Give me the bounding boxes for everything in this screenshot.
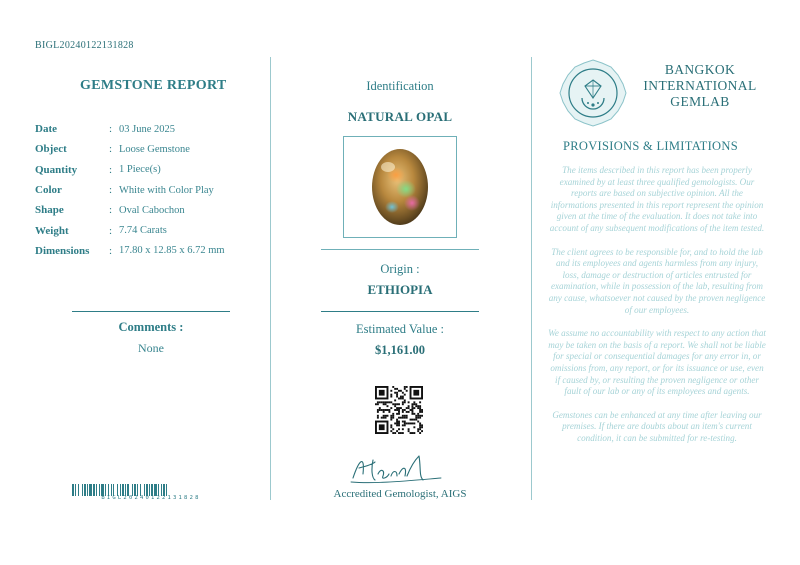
comments-title: Comments : [118,320,184,334]
lab-name-line: GEMLAB [670,94,730,109]
detail-colon: : [109,244,113,257]
detail-label: Weight [35,224,69,237]
detail-colon: : [109,143,113,156]
comments-divider [72,311,230,312]
detail-label: Shape [35,204,64,217]
detail-row-quantity [35,160,265,180]
detail-colon: : [109,163,113,176]
detail-row-dimensions [35,241,265,261]
detail-colon: : [109,204,113,217]
provisions-text [548,165,766,456]
detail-colon: : [109,184,113,197]
origin-divider [321,249,479,250]
detail-label: Dimensions [35,244,90,257]
lab-name [640,62,760,110]
value-divider [321,311,479,312]
detail-value: Oval Cabochon [119,204,185,216]
identification-label: Identification [366,79,434,93]
detail-value: White with Color Play [119,184,214,196]
detail-label: Date [35,123,57,136]
detail-value: 7.74 Carats [119,225,167,237]
detail-label: Object [35,143,67,156]
provisions-paragraph: The client agrees to be responsible for, and to hold the lab and its employees and agents harmless from any injury, loss, damage or destruction of articles entrusted for examination, while in possession of the lab, resulting from any cause, whatsoever not caused by the proven negligence of our employees. [548,246,766,315]
opal-image [344,137,456,237]
column-divider-left [270,57,271,500]
provisions-paragraph: Gemstones can be enhanced at any time after leaving our premises. If there are doubts about an item's current condition, it can be submitted for re-testing. [552,409,762,443]
details-list [35,119,265,261]
origin-label: Origin : [380,262,420,276]
detail-value: Loose Gemstone [119,143,190,155]
provisions-title: PROVISIONS & LIMITATIONS [563,139,738,153]
report-id: BIGL20240122131828 [35,40,134,51]
qr-code [375,386,423,434]
estimated-value: $1,161.00 [375,343,425,357]
detail-colon: : [109,123,113,136]
lab-name-line: INTERNATIONAL [643,78,757,93]
column-divider-right [531,57,532,500]
detail-row-date [35,119,265,139]
barcode-text: BIGL20240122131828 [101,495,201,501]
estimated-value-label: Estimated Value : [356,322,444,336]
gem-name: NATURAL OPAL [347,109,453,124]
comments-value: None [138,341,164,355]
detail-label: Quantity [35,163,78,176]
detail-row-shape [35,200,265,220]
lab-name-line: BANGKOK [664,62,736,77]
detail-row-object [35,139,265,159]
origin-value: ETHIOPIA [367,282,433,297]
report-title: GEMSTONE REPORT [80,78,227,93]
provisions-paragraph: We assume no accountability with respect to any action that may be taken on the basis of a report. We shall not be liable for special or consequential damages for any error in, or omissions from, any report, or for its issuance or use, even if caused by, or resulting the proven negligence or other fault of our lab or any of its employees and agents. [548,328,766,397]
gemologist-title: Accredited Gemologist, AIGS [333,488,467,500]
detail-row-color [35,180,265,200]
detail-row-weight [35,220,265,240]
detail-colon: : [109,224,113,237]
gemologist-signature [345,448,450,488]
detail-label: Color [35,184,62,197]
provisions-paragraph: The items described in this report has been properly examined by at least three qualified gemologists. Our reports are based on subjective opinion. All the informations presented in this report represent the opinion given at the time of the evaluation. It does not take into account of any subsequent modifications of the item tested. [549,165,765,233]
lab-logo [558,58,628,128]
detail-value: 1 Piece(s) [119,164,161,176]
gemstone-photo [343,136,457,238]
detail-value: 03 June 2025 [119,123,175,135]
detail-value: 17.80 x 12.85 x 6.72 mm [119,245,225,257]
